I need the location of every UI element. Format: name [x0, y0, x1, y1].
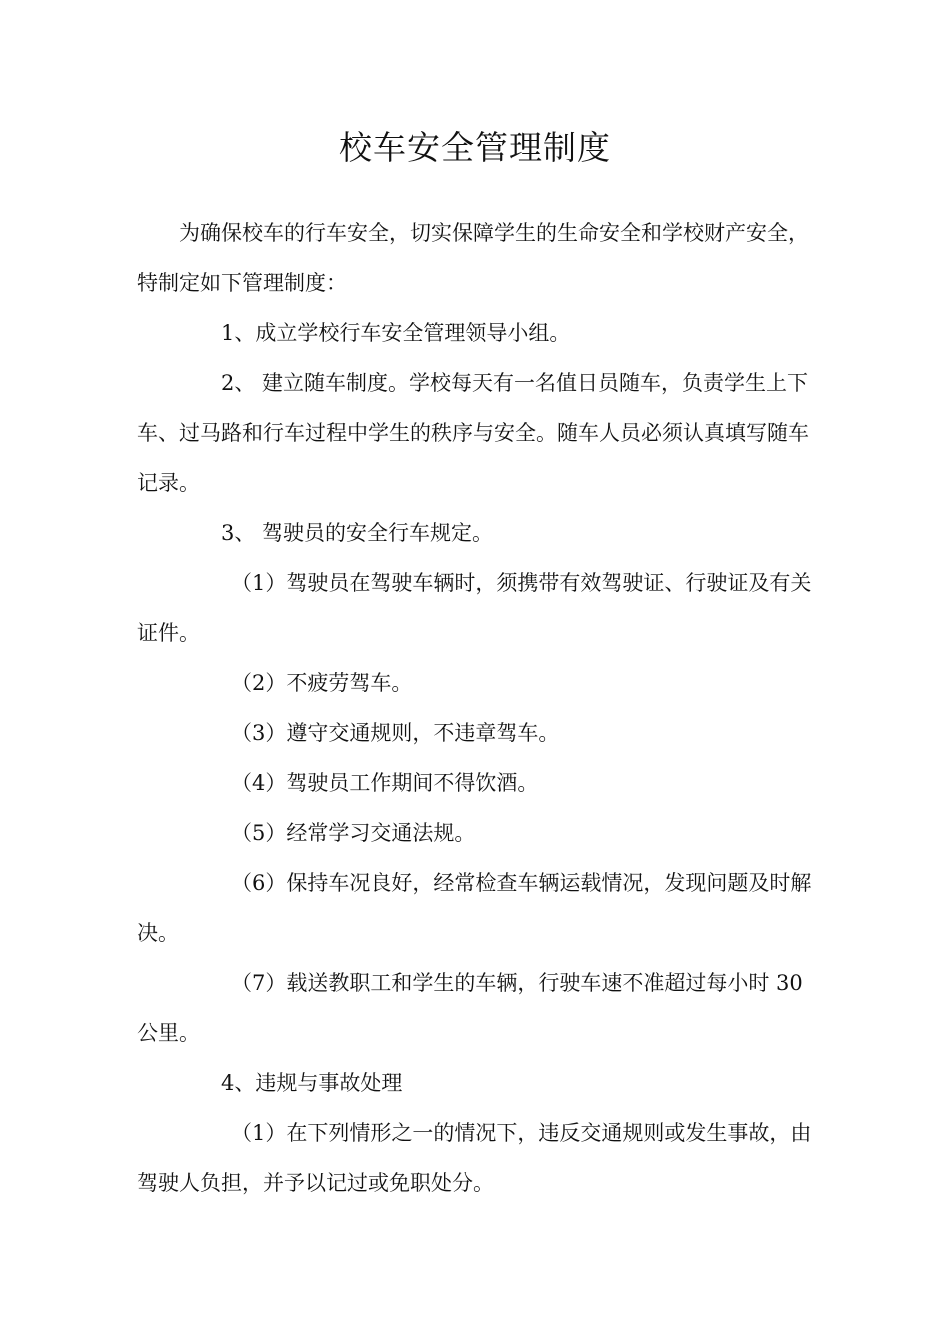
- rule-4-1-paragraph: （1）在下列情形之一的情况下，违反交通规则或发生事故，由驾驶人负担，并予以记过或免职处分。: [137, 1121, 812, 1195]
- document-title: 校车安全管理制度: [339, 128, 611, 167]
- rule-3-6-paragraph: （6）保持车况良好，经常检查车辆运载情况，发现问题及时解决。: [137, 871, 812, 945]
- rule-3-2-paragraph: （2）不疲劳驾车。: [231, 671, 413, 695]
- rule-4-paragraph: 4、违规与事故处理: [221, 1071, 403, 1095]
- rule-3-7-paragraph: （7）载送教职工和学生的车辆，行驶车速不准超过每小时 30 公里。: [137, 971, 803, 1045]
- rule-3-3-paragraph: （3）遵守交通规则，不违章驾车。: [231, 721, 560, 745]
- rule-1-paragraph: 1、成立学校行车安全管理领导小组。: [221, 321, 571, 345]
- rule-3-5-paragraph: （5）经常学习交通法规。: [231, 821, 476, 845]
- rule-2-paragraph: 2、 建立随车制度。学校每天有一名值日员随车，负责学生上下车、过马路和行车过程中学生的秩序与安全。随车人员必须认真填写随车记录。: [137, 371, 809, 495]
- intro-paragraph: 为确保校车的行车安全，切实保障学生的生命安全和学校财产安全，特制定如下管理制度：: [137, 221, 809, 295]
- rule-3-1-paragraph: （1）驾驶员在驾驶车辆时，须携带有效驾驶证、行驶证及有关证件。: [137, 571, 812, 645]
- rule-3-4-paragraph: （4）驾驶员工作期间不得饮酒。: [231, 771, 539, 795]
- rule-3-paragraph: 3、 驾驶员的安全行车规定。: [221, 521, 494, 545]
